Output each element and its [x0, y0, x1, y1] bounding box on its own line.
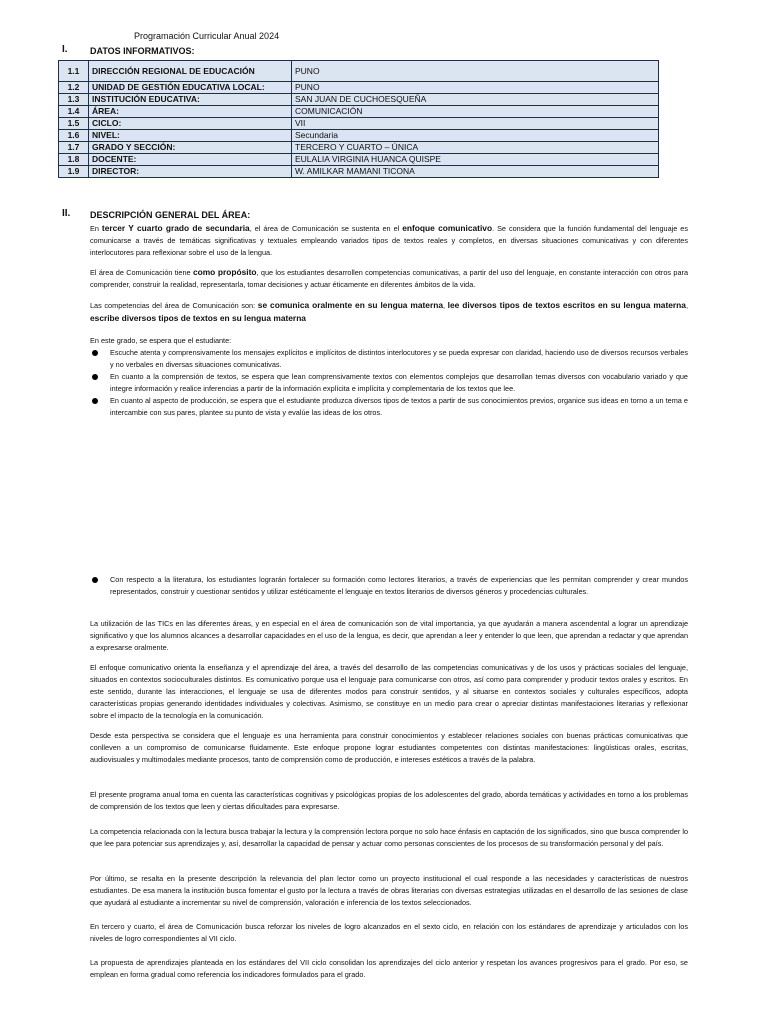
row-label: ÁREA: — [89, 106, 292, 118]
row-label: DIRECCIÓN REGIONAL DE EDUCACIÓN — [89, 61, 292, 82]
paragraph-plan-lector: Por último, se resalta en la presente descripción la relevancia del plan lector como un proyecto institucional el cual responde a las necesidades y características de nuestros estudiantes. De esa manera la institución busca fomentar el gusto por la lectura a través de obras literarias con diversas estrategias utilizadas en el desarrollo de las sesiones de clase que ayudará al estudiante a incrementar su nivel de comprensión, valoración e inferencia de los textos seleccionados. — [90, 874, 688, 907]
intro-paragraph-2: El área de Comunicación tiene como propósito, que los estudiantes desarrollen competencias comunicativas, a partir del uso del lenguaje, en constante interacción con otros para comprender, construir la realidad, representarla, tomar decisiones y actuar éticamente en diferentes ámbitos de la vida. — [90, 267, 689, 289]
row-value: PUNO — [292, 61, 659, 82]
table-row — [59, 166, 659, 178]
table-row — [59, 82, 659, 94]
paragraph-programa: El presente programa anual toma en cuenta las características cognitivas y psicológicas propias de los adolescentes del grado, aborda temáticas y actividades en torno a los problemas de comprensión de los textos que leen y ciertas dificultades para expresarse. — [90, 790, 688, 811]
bold-competence-write: escribe diversos tipos de textos en su lengua materna — [90, 313, 306, 323]
row-value: Secundaria — [292, 130, 659, 142]
row-value: W. AMILKAR MAMANI TICONA — [292, 166, 659, 178]
list-item: En cuanto a la comprensión de textos, se espera que lean comprensivamente textos con elementos complejos que desarrollan temas diversos con vocabulario variado y que integre información y realice inferencias a partir de la información explícita e implícita y complementaria de los textos que lee. — [90, 371, 688, 395]
table-row — [59, 94, 659, 106]
paragraph-tics: La utilización de las TICs en las diferentes áreas, y en especial en el área de comunicación son de vital importancia, ya que ayudarán a manera ascendental a lograr un aprendizaje significativo y que los alumnos alcances a desarrollar capacidades en el uso de la lengua, es decir, que aprendan a leer y entender lo que leen, que aprendan a redactar y que aprendan a expresarse oralmente. — [90, 619, 688, 652]
list-item: Escuche atenta y comprensivamente los mensajes explícitos e implícitos de distintos interlocutores y se pueda expresar con claridad, haciendo uso de diversos recursos verbales y no verbales en diversas situaciones comunicativas. — [90, 347, 688, 371]
row-number: 1.8 — [59, 154, 89, 166]
row-number: 1.9 — [59, 166, 89, 178]
expectations-list — [90, 347, 688, 419]
row-label: CICLO: — [89, 118, 292, 130]
row-number: 1.5 — [59, 118, 89, 130]
table-row — [59, 142, 659, 154]
row-number: 1.3 — [59, 94, 89, 106]
section-2-heading: DESCRIPCIÓN GENERAL DEL ÁREA: — [90, 210, 251, 220]
table-row — [59, 118, 659, 130]
bullet-icon — [92, 577, 98, 583]
bold-competence-oral: se comunica oralmente en su lengua materna — [257, 300, 443, 310]
row-label: DOCENTE: — [89, 154, 292, 166]
row-value: SAN JUAN DE CUCHOESQUEÑA — [292, 94, 659, 106]
table-row — [59, 61, 659, 82]
document-title: Programación Curricular Anual 2024 — [134, 31, 280, 41]
row-value: EULALIA VIRGINIA HUANCA QUISPE — [292, 154, 659, 166]
paragraph-enfoque: El enfoque comunicativo orienta la enseñanza y el aprendizaje del área, a través del desarrollo de las competencias comunicativas y de los usos y prácticas sociales del lenguaje, situados en contextos socioculturales distintos. Es comunicativo porque usa el lenguaje para comunicarse con otros, así como para comprender y producir textos orales y escritos. En este sentido, durante las interacciones, el lenguaje se usa de diferentes modos para construir sentidos, y al situarse en contextos sociales y culturales específicos, adopta características propias generando identidades individuales y colectivas. Asimismo, se constituye en un medio para crear o apreciar distintas manifestaciones literarias y reflexionar sobre el impacto de la tecnología en la comunicación. — [90, 663, 688, 720]
bold-approach: enfoque comunicativo — [402, 223, 493, 233]
paragraph-perspectiva: Desde esta perspectiva se considera que el lenguaje es una herramienta para construir conocimientos y establecer relaciones sociales con buenas prácticas comunicativas que conlleven a un compromiso de comunicarse fluidamente. Este enfoque propone lograr estudiantes competentes con distintas manifestaciones: lingüísticas orales, escritas, audiovisuales y multimodales mediante procesos, tanto de comprensión como de producción, e intereses estéticos a través de la palabra. — [90, 731, 688, 764]
info-table — [58, 60, 659, 178]
bold-competence-read: lee diversos tipos de textos escritos en su lengua materna — [447, 300, 686, 310]
paragraph-lectura: La competencia relacionada con la lectura busca trabajar la lectura y la comprensión lectora porque no solo hace énfasis en captación de los significados, sino que busca comprender lo que lee para potenciar sus aprendizajes y, así, desarrollar la capacidad de pensar y actuar como personas conscientes de los procesos de su transformación personal y del país. — [90, 827, 688, 848]
table-row — [59, 154, 659, 166]
table-row — [59, 130, 659, 142]
row-number: 1.7 — [59, 142, 89, 154]
row-label: GRADO Y SECCIÓN: — [89, 142, 292, 154]
list-item: Con respecto a la literatura, los estudiantes lograrán fortalecer su formación como lectores literarios, a través de experiencias que les permitan comprender y crear mundos representados, construir y cuestionar sentidos y utilizar estéticamente el lenguaje en textos literarios de diversos géneros y procedencias culturales. — [90, 574, 688, 598]
bullet-icon — [92, 374, 98, 380]
row-value: VII — [292, 118, 659, 130]
row-number: 1.2 — [59, 82, 89, 94]
section-1-heading: DATOS INFORMATIVOS: — [90, 46, 195, 56]
bold-grade: tercer Y cuarto grado de secundaria — [101, 223, 250, 233]
bold-purpose: como propósito — [192, 267, 257, 277]
row-number: 1.6 — [59, 130, 89, 142]
row-number: 1.4 — [59, 106, 89, 118]
bullet-icon — [92, 350, 98, 356]
intro-paragraph-1: En tercer Y cuarto grado de secundaria, el área de Comunicación se sustenta en el enfoque comunicativo. Se considera que la función fundamental del lenguaje es comunicarse a través de temáticas significativas y textuales empleando variados tipos de textos reales y completos, en diversas situaciones comunicativas y con diferentes interlocutores para reflexionar sobre el uso de la lengua. — [90, 223, 689, 257]
paragraph-tercero-cuarto: En tercero y cuarto, el área de Comunicación busca reforzar los niveles de logro alcanzados en el sexto ciclo, en relación con los estándares de aprendizaje y articulados con los niveles de logro correspondientes al VII ciclo. — [90, 922, 688, 943]
row-label: UNIDAD DE GESTIÓN EDUCATIVA LOCAL: — [89, 82, 292, 94]
row-value: TERCERO Y CUARTO – ÚNICA — [292, 142, 659, 154]
row-label: DIRECTOR: — [89, 166, 292, 178]
section-1-number: I. — [62, 44, 68, 55]
table-row — [59, 106, 659, 118]
section-2-number: II. — [62, 208, 71, 219]
row-label: INSTITUCIÓN EDUCATIVA: — [89, 94, 292, 106]
grade-intro: En este grado, se espera que el estudiante: — [90, 336, 232, 345]
row-value: COMUNICACIÓN — [292, 106, 659, 118]
row-value: PUNO — [292, 82, 659, 94]
paragraph-propuesta: La propuesta de aprendizajes planteada en los estándares del VII ciclo consolidan los aprendizajes del ciclo anterior y respetan los avances progresivos para el grado. Por eso, se emplean en forma gradual como referencia los indicadores formulados para el grado. — [90, 958, 688, 979]
literature-list — [90, 574, 688, 598]
row-label: NIVEL: — [89, 130, 292, 142]
row-number: 1.1 — [59, 61, 89, 82]
bullet-icon — [92, 398, 98, 404]
list-item: En cuanto al aspecto de producción, se espera que el estudiante produzca diversos tipos de textos a partir de sus conocimientos previos, organice sus ideas en torno a un tema e intercambie con sus pares, plantee su punto de vista y evalúe las ideas de los otros. — [90, 395, 688, 419]
intro-paragraph-3: Las competencias del área de Comunicación son: se comunica oralmente en su lengua materna, lee diversos tipos de textos escritos en su lengua materna, escribe diversos tipos de textos en su lengua materna — [90, 300, 688, 323]
